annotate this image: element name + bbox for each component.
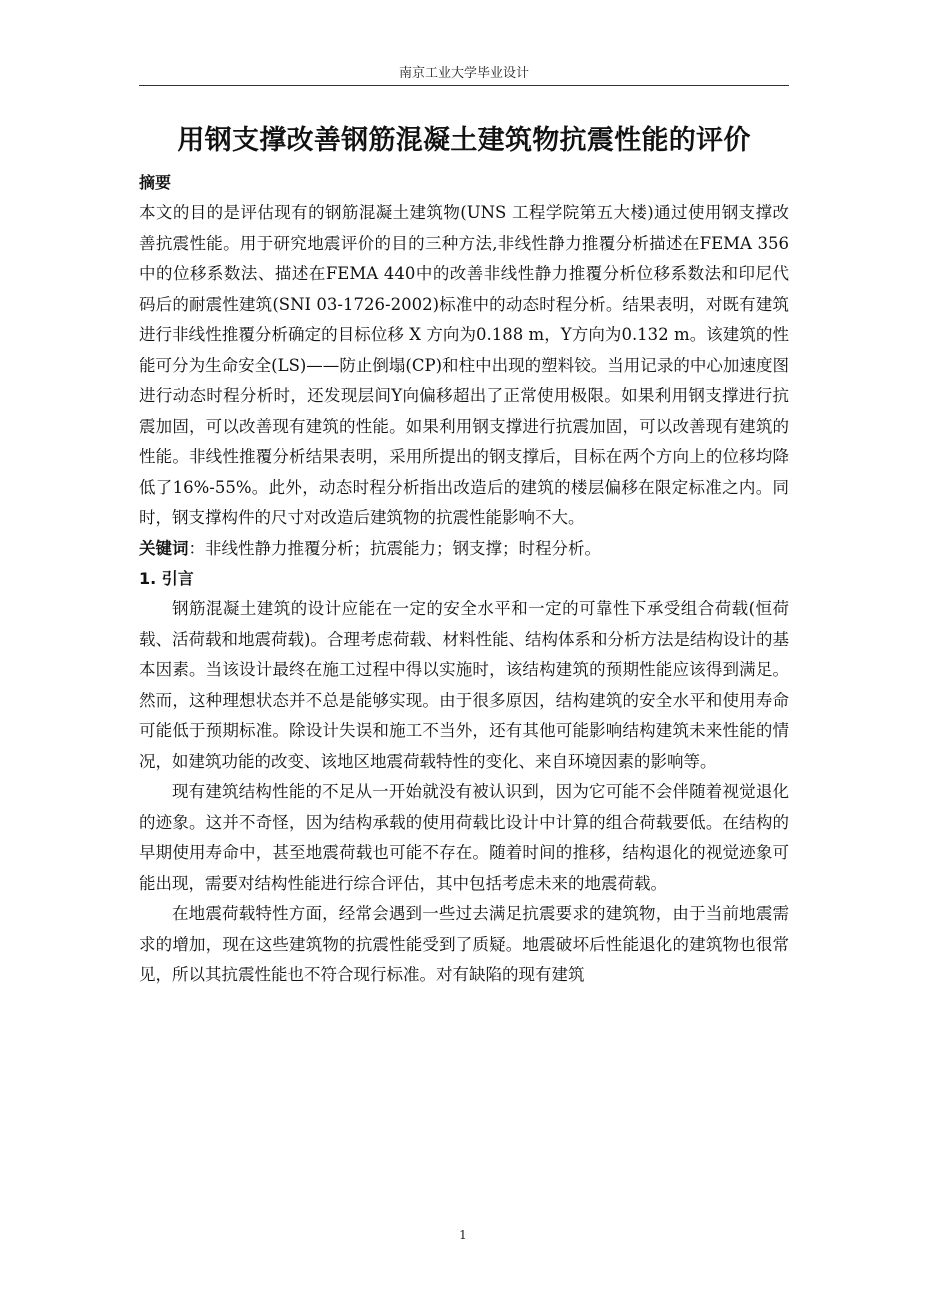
keywords-text: ：非线性静力推覆分析；抗震能力；钢支撑；时程分析。 (188, 538, 601, 558)
abstract-body: 本文的目的是评估现有的钢筋混凝土建筑物(UNS 工程学院第五大楼)通过使用钢支撑改善抗震性能。用于研究地震评价的目的三种方法,非线性静力推覆分析描述在FEMA 356中的位移系数法、描述在FEMA 440中的改善非线性静力推覆分析位移系数法和印尼代码后的耐震性建筑(SNI 03-1726-2002)标准中的动态时程分析。结果表明，对既有建筑进行非线性推覆分析确定的目标位移 X 方向为0.188 m，Y方向为0.132 m。该建筑的性能可分为生命安全(LS)——防止倒塌(CP)和柱中出现的塑料铰。当用记录的中心加速度图进行动态时程分析时，还发现层间Y向偏移超出了正常使用极限。如果利用钢支撑进行抗震加固，可以改善现有建筑的性能。如果利用钢支撑进行抗震加固，可以改善现有建筑的性能。非线性推覆分析结果表明，采用所提出的钢支撑后，目标在两个方向上的位移均降低了16%-55%。此外，动态时程分析指出改造后的建筑的楼层偏移在限定标准之内。同时，钢支撑构件的尺寸对改造后建筑物的抗震性能影响不大。 (139, 203, 789, 527)
running-header: 南京工业大学毕业设计 (398, 66, 529, 81)
page-body (139, 168, 789, 991)
intro-paragraph: 钢筋混凝土建筑的设计应能在一定的安全水平和一定的可靠性下承受组合荷载(恒荷载、活荷载和地震荷载)。合理考虑荷载、材料性能、结构体系和分析方法是结构设计的基本因素。当该设计最终在施工过程中得以实施时，该结构建筑的预期性能应该得到满足。然而，这种理想状态并不总是能够实现。由于很多原因，结构建筑的安全水平和使用寿命可能低于预期标准。除设计失误和施工不当外，还有其他可能影响结构建筑未来性能的情况，如建筑功能的改变、该地区地震荷载特性的变化、来自环境因素的影响等。 (139, 599, 789, 771)
page-number: 1 (459, 1228, 467, 1242)
intro-paragraph: 在地震荷载特性方面，经常会遇到一些过去满足抗震要求的建筑物，由于当前地震需求的增加，现在这些建筑物的抗震性能受到了质疑。地震破坏后性能退化的建筑物也很常见，所以其抗震性能也不符合现行标准。对有缺陷的现有建筑 (139, 904, 789, 984)
keywords-label: 关键词 (139, 538, 189, 558)
header-rule (139, 85, 789, 86)
section-heading-introduction: 1. 引言 (139, 569, 194, 588)
abstract-heading: 摘要 (139, 173, 172, 192)
keywords-line (139, 534, 789, 565)
intro-paragraph: 现有建筑结构性能的不足从一开始就没有被认识到，因为它可能不会伴随着视觉退化的迹象。这并不奇怪，因为结构承载的使用荷载比设计中计算的组合荷载要低。在结构的早期使用寿命中，甚至地震荷载也可能不存在。随着时间的推移，结构退化的视觉迹象可能出现，需要对结构性能进行综合评估，其中包括考虑未来的地震荷载。 (139, 782, 789, 893)
document-title: 用钢支撑改善钢筋混凝土建筑物抗震性能的评价 (177, 125, 751, 156)
